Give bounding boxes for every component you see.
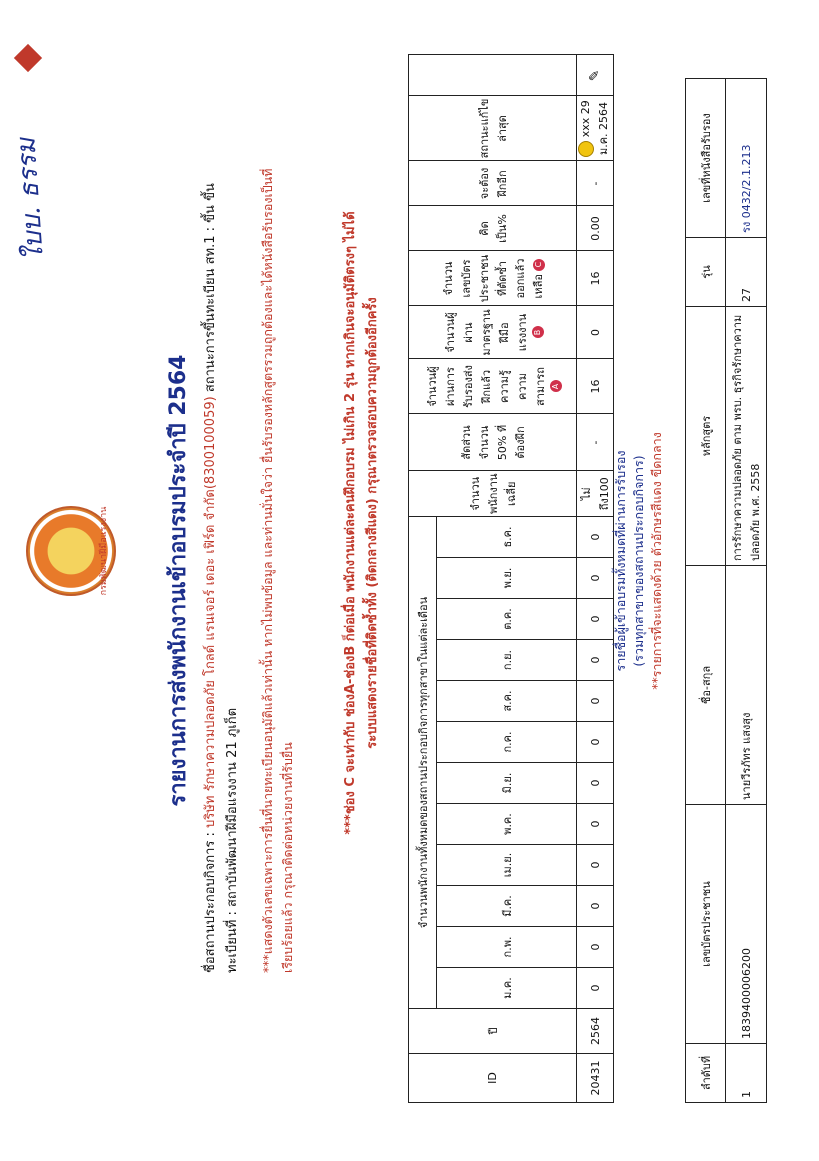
badge-a: A [550, 381, 562, 393]
month-header-5: มิ.ย. [437, 763, 577, 804]
company-info [200, 153, 244, 973]
col-deduct [409, 251, 577, 306]
col-pct: คิดเป็น% [409, 206, 577, 251]
cell-month-9: 0 [577, 599, 614, 640]
attendee-header-4: รุ่น [686, 238, 726, 307]
cell-month-0: 0 [577, 968, 614, 1009]
month-header-10: พ.ย. [437, 558, 577, 599]
cell-id: 20431 [577, 1054, 614, 1103]
attendee-cell-cert: รง 0432/2.1.213 [726, 79, 767, 238]
col-id: ID [409, 1054, 577, 1103]
col-status: สถานะแก้ไขล่าสุด [409, 96, 577, 161]
col-need: จะต้องฝึกอีก [409, 161, 577, 206]
attendee-cell-course: การรักษาความปลอดภัย ตาม พรบ. ธุรกิจรักษาความปลอดภัย พ.ศ. 2558 [726, 307, 767, 566]
badge-b: B [532, 327, 544, 339]
month-header-4: พ.ค. [437, 804, 577, 845]
col-year: ปี [409, 1009, 577, 1054]
cell-month-8: 0 [577, 640, 614, 681]
attendee-cell-batch: 27 [726, 238, 767, 307]
seal-caption: กรมพัฒนาฝีมือแรงงาน [99, 506, 109, 596]
handwritten-signature: ใบบ. ธรรม [11, 136, 50, 262]
cell-month-7: 0 [577, 681, 614, 722]
status-text: xxx 29 ม.ค. 2564 [579, 100, 610, 156]
page-title: รายงานการส่งพนักงานเข้าอบรมประจำปี 2564 [166, 354, 191, 807]
cell-ratio: - [577, 414, 614, 471]
month-header-11: ธ.ค. [437, 517, 577, 558]
cell-deduct: 16 [577, 251, 614, 306]
attendee-body [726, 79, 767, 1103]
col-avg: จำนวนพนักงานเฉลี่ย [409, 471, 577, 517]
cell-status [577, 96, 614, 161]
table-row [577, 55, 614, 1103]
badge-c: C [533, 259, 545, 271]
subtitle-line2: (รวมทุกสาขาของสถานประกอบกิจการ) [631, 455, 646, 667]
col-passed-a [409, 359, 577, 414]
attendee-header-1: เลขบัตรประชาชน [686, 805, 726, 1044]
attendee-header-2: ชื่อ-สกุล [686, 566, 726, 805]
c-note-line1: ***ช่อง C จะเท่ากับ ช่องA-ช่องB ก็ต่อเมื่อ พนักงานแต่ละคนฝึกอบรม ไม่เกิน 2 รุ่น หากเกินจะอนุมัติตรงๆ ไม่ได้ [343, 211, 358, 835]
month-header-8: ก.ย. [437, 640, 577, 681]
col-ratio: สัดส่วนจำนวน 50% ที่ต้องฝึก [409, 414, 577, 471]
attendee-header-0: ลำดับที่ [686, 1044, 726, 1103]
cell-passed-a: 16 [577, 359, 614, 414]
month-header-6: ก.ค. [437, 722, 577, 763]
month-header-7: ส.ค. [437, 681, 577, 722]
cell-passed-b: 0 [577, 306, 614, 359]
red-arrow-icon [14, 44, 42, 72]
cell-month-1: 0 [577, 927, 614, 968]
attendee-header-5: เลขที่หนังสือรับรอง [686, 79, 726, 238]
col-month-group: จำนวนพนักงานทั้งหมดของสถานประกอบกิจการทุกสาขาในแต่ละเดือน [409, 517, 437, 1009]
col-edit [409, 55, 577, 96]
month-header-0: ม.ค. [437, 968, 577, 1009]
col-passed-b-label: จำนวนผู้ผ่านมาตรฐานฝีมือแรงงาน [444, 309, 529, 356]
col-passed-b [409, 306, 577, 359]
attendee-table [685, 78, 767, 1103]
subtitle-line1: รายชื่อผู้เข้าอบรมทั้งหมดที่ผ่านการรับรอง [613, 450, 628, 672]
cell-avg: ไม่ถึง100 [577, 471, 614, 517]
cell-month-11: 0 [577, 517, 614, 558]
attendee-header-row [686, 79, 726, 1103]
cell-month-4: 0 [577, 804, 614, 845]
subtitle-line3: **รายการที่จะแสดงด้วย ตัวอักษรสีแดง ขีดกลาง [649, 432, 664, 690]
attendee-cell-name: นายวีรภัทร แสงสุง [726, 566, 767, 805]
company-label: ชื่อสถานประกอบกิจการ : [203, 832, 218, 973]
col-deduct-label: จำนวนเลขบัตรประชาชนที่ตัดซ้ำออกแล้วเหลือ [441, 254, 545, 303]
status-coin-icon [578, 141, 594, 157]
month-header-2: มี.ค. [437, 886, 577, 927]
attendee-cell-idcard: 1839400006200 [726, 805, 767, 1044]
cell-month-5: 0 [577, 763, 614, 804]
month-header-9: ต.ค. [437, 599, 577, 640]
training-summary-table [408, 55, 614, 1104]
cell-year: 2564 [577, 1009, 614, 1054]
table-row [726, 79, 767, 1103]
cell-month-6: 0 [577, 722, 614, 763]
company-name: บริษัท รักษาความปลอดภัย โกลด์ แรนเจอร์ เดอะ เฟิร์ด จำกัด(8300100059) [203, 396, 218, 828]
month-header-1: ก.พ. [437, 927, 577, 968]
cell-month-2: 0 [577, 886, 614, 927]
attendee-cell-no: 1 [726, 1044, 767, 1103]
cell-pct: 0.00 [577, 206, 614, 251]
c-note-line2: ระบบแสดงรายชื่อที่ติดซ้ำทั้ง (ติดกลางสีแดง) กรุณาตรวจสอบความถูกต้องอีกครั้ง [365, 297, 380, 749]
cell-month-10: 0 [577, 558, 614, 599]
month-header-3: เม.ย. [437, 845, 577, 886]
cell-month-3: 0 [577, 845, 614, 886]
cell-need: - [577, 161, 614, 206]
edit-pencil-icon[interactable]: ✎ [587, 69, 603, 82]
attendee-header-3: หลักสูตร [686, 307, 726, 566]
registration-info: สถานะการขึ้นทะเบียน สท.1 : ขึ้น ขึ้นทะเบียนที่ : สถาบันพัฒนาฝีมือแรงงาน 21 ภูเก็ต [203, 183, 240, 973]
col-passed-a-label: จำนวนผู้ผ่านการรับรองส่งฝึกแล้ว ความรู้ ความสามารถ [426, 365, 547, 408]
c-column-note [340, 73, 384, 973]
warning-note: ***แสดงตัวเลขเฉพาะการยื่นที่นายทะเบียนอนุมัติแล้วเท่านั้น หากไม่พบข้อมูล และท่านมั่นใจว่า ยื่นรับรองหลักสูตรรวมถูกต้องและได้หนังสือรับรองเป็นที่เรียบร้อยแล้ว กรุณาติดต่อหน่วยงานที่รับยื่น [260, 168, 295, 973]
edit-cell[interactable] [577, 55, 614, 96]
attendee-list-heading [612, 361, 666, 761]
